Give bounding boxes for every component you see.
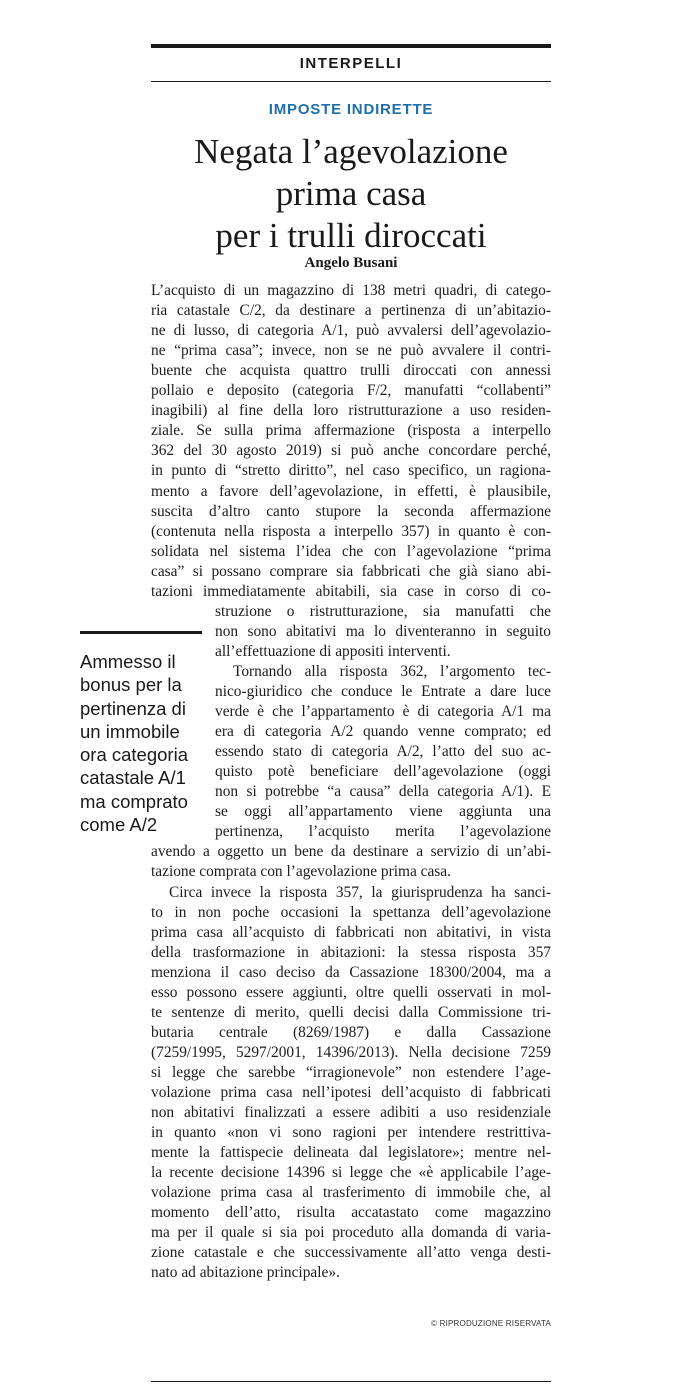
body-line: prima casa all’acquisto di fabbricati non abitativi, in vista [151,923,551,941]
body-line: volazione prima casa nell’ipotesi dell’acquisto di fabbricati [151,1084,551,1101]
body-line: ziale. Se sulla prima affermazione (risposta a interpello [151,422,551,440]
body-line: non abitativi finalizzati a essere adibiti a uso residenziale [151,1104,551,1122]
section-label: INTERPELLI [299,55,403,72]
body-line: volazione prima casa al trasferimento di immobile che, al [151,1184,551,1202]
body-line: nico-giuridico che conduce le Entrate a dare luce [215,683,551,700]
body-line: L’acquisto di un magazzino di 138 metri quadri, di catego- [151,282,551,299]
body-line: mento a favore dell’agevolazione, in effetti, è plausibile, [151,482,551,500]
body-line: in punto di “stretto diritto”, nel caso specifico, un ragiona- [151,462,551,480]
body-line: all’effettuazione di appositi interventi. [215,642,451,660]
pull-quote [80,650,208,836]
copyright-notice: © RIPRODUZIONE RISERVATA [431,1319,551,1328]
body-line: mente la fattispecie delineata dal legislatore»; mentre nel- [151,1144,551,1162]
body-line: zione catastale e che successivamente all’atto venga desti- [151,1244,551,1262]
pull-quote-line: ora categoria [80,744,188,766]
headline-line: per i trulli diroccati [215,216,487,255]
body-line: (7259/1995, 5297/2001, 14396/2013). Nella decisione 7259 [151,1043,551,1061]
pull-quote-line: come A/2 [80,814,158,836]
body-line: quisto potè beneficiare dell’agevolazione (oggi [215,763,551,781]
body-line: nato ad abitazione principale». [151,1264,340,1282]
body-line: inagibili) al fine della loro ristrutturazione a uso residen- [151,402,551,420]
body-line: pollaio e deposito (categoria F/2, manufatti “collabenti” [151,382,551,400]
body-line: te sentenze di merito, quelli decisi dalla Commissione tri- [151,1003,551,1021]
body-line: ne “prima casa”; invece, non se ne può avvalere il contri- [151,342,551,360]
body-line: pertinenza, l’acquisto merita l’agevolazione [215,823,551,841]
body-line: se oggi all’appartamento viene aggiunta una [215,803,551,821]
body-line: ne di lusso, di categoria A/1, può avvalersi dell’agevolazio- [151,322,551,340]
body-line: 362 del 30 agosto 2019) si può anche concordare perché, [151,442,551,460]
pull-quote-line: pertinenza di [80,697,186,719]
bottom-rule [151,1381,551,1382]
body-line: butaria centrale (8269/1987) e dalla Cassazione [151,1023,551,1041]
body-line: solidata nel sistema l’idea che con l’agevolazione “prima [151,542,551,560]
headline-line: Negata l’agevolazione [194,132,508,171]
body-line: momento dell’atto, risulta accatastato come magazzino [151,1204,551,1222]
top-rule [151,44,551,48]
body-line: menziona il caso deciso da Cassazione 18300/2004, ma a [151,963,551,981]
body-line: casa” si possano comprare sia fabbricati che già siano abi- [151,562,551,580]
body-line: (contenuta nella risposta a interpello 357) in quanto è con- [151,522,551,540]
body-line: essendo stato di categoria A/2, l’atto del suo ac- [215,743,551,761]
body-line: la recente decisione 14396 si legge che «è applicabile l’age- [151,1164,551,1182]
section-rule [151,81,551,82]
pull-quote-line: un immobile [80,720,180,742]
body-line: Tornando alla risposta 362, l’argomento tec- [233,662,551,680]
body-line: della trasformazione in abitazioni: la stessa risposta 357 [151,943,551,961]
headline-line: prima casa [275,174,427,213]
pull-quote-line: Ammesso il [80,651,176,672]
pull-quote-rule [80,631,202,634]
body-line: ria catastale C/2, da destinare a pertinenza di un’abitazio- [151,302,551,320]
body-line: Circa invece la risposta 357, la giurisprudenza ha sanci- [169,883,551,901]
body-line: si legge che sarebbe “irragionevole” non estendere l’age- [151,1063,551,1081]
body-line: struzione o ristrutturazione, sia manufatti che [215,602,551,620]
kicker: IMPOSTE INDIRETTE [268,101,434,118]
body-line: non sono abitativi ma lo diventeranno in seguito [215,622,551,640]
body-line: to in non poche occasioni la spettanza dell’agevolazione [151,903,551,921]
body-line: ma per il quale si sia poi proceduto alla domanda di varia- [151,1224,551,1242]
body-line: tazione comprata con l’agevolazione prima casa. [151,863,451,881]
body-line: avendo a oggetto un bene da destinare a servizio di un’abi- [151,843,551,861]
body-line: verde è che l’appartamento è di categoria A/1 ma [215,703,551,721]
pull-quote-line: ma comprato [80,790,188,812]
body-line: esso possono essere aggiunti, oltre quelli osservati in mol- [151,983,551,1001]
body-line: suscita d’altro canto stupore la seconda affermazione [151,502,551,520]
pull-quote-line: catastale A/1 [80,767,186,789]
body-line: tazioni immediatamente abitabili, sia case in corso di co- [151,582,551,600]
body-line: non si potrebbe “a causa” della categoria A/1). E [215,783,551,801]
byline: Angelo Busani [304,255,398,271]
pull-quote-line: bonus per la [80,674,182,696]
body-line: era di categoria A/2 quando venne comprato; ed [215,723,551,741]
headline [151,131,551,257]
body-line: buente che acquista quattro trulli diroccati con annessi [151,362,551,380]
body-line: in quanto «non vi sono ragioni per intendere restrittiva- [151,1124,551,1142]
